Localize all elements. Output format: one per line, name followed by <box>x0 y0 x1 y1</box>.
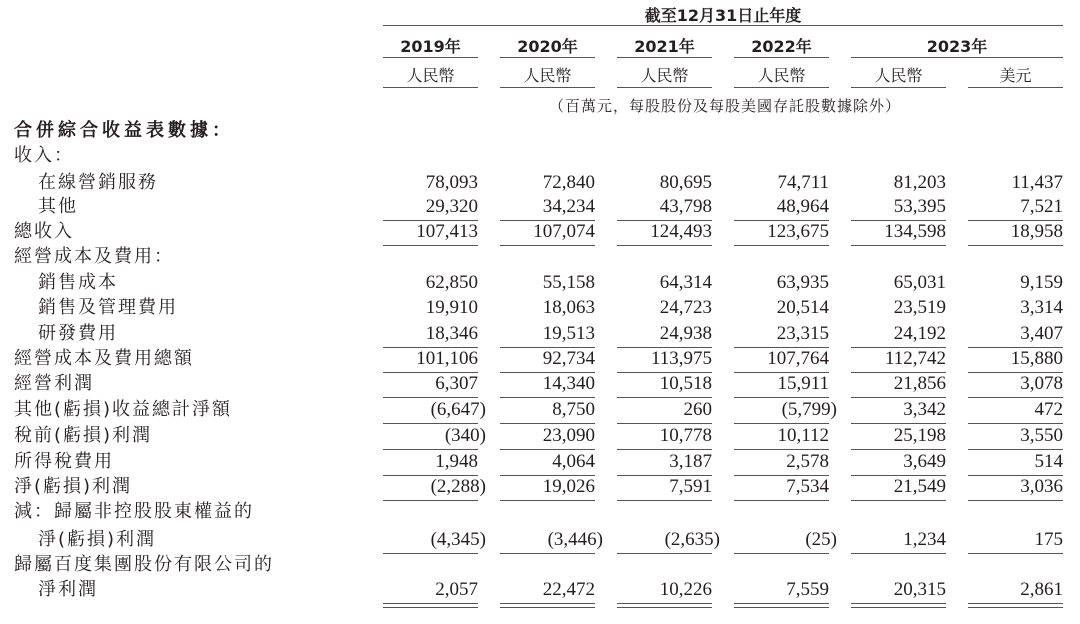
row-value: 62,850 <box>425 272 478 293</box>
row-value: 24,192 <box>893 323 946 344</box>
row-value: 7,534 <box>786 476 829 497</box>
row-value: 3,078 <box>1020 373 1063 394</box>
year-header: 2020年 <box>517 37 578 56</box>
currency-header: 人民幣 <box>874 66 923 85</box>
row-value: (340) <box>444 425 486 446</box>
cell-double-underline <box>617 607 712 608</box>
row-value: 3,187 <box>669 451 712 472</box>
row-value: 11,437 <box>1011 172 1063 193</box>
currency-header: 人民幣 <box>406 66 455 85</box>
row-label: 歸屬百度集團股份有限公司的 <box>14 554 274 575</box>
currency-rule <box>968 87 1063 88</box>
row-value: 2,578 <box>786 451 829 472</box>
row-value: (6,647) <box>430 399 486 420</box>
year-header: 2023年 <box>926 37 988 56</box>
row-label: 淨(虧損)利潤 <box>14 476 133 497</box>
row-value: 8,750 <box>552 399 595 420</box>
row-value: 65,031 <box>893 272 946 293</box>
cell-underline <box>968 553 1063 554</box>
row-value: 34,234 <box>542 196 595 217</box>
row-value: 2,861 <box>1020 579 1063 600</box>
currency-header: 美元 <box>999 66 1032 85</box>
row-value: 53,395 <box>893 196 946 217</box>
cell-underline <box>383 553 478 554</box>
cell-double-underline <box>968 607 1063 608</box>
row-value: 78,093 <box>425 172 478 193</box>
row-label: 稅前(虧損)利潤 <box>14 425 153 446</box>
row-value: 64,314 <box>659 272 712 293</box>
header-rule <box>383 25 1063 26</box>
row-value: 22,472 <box>542 579 595 600</box>
row-value: 80,695 <box>659 172 712 193</box>
row-value: 29,320 <box>425 196 478 217</box>
row-value: 19,513 <box>542 323 595 344</box>
row-value: 123,675 <box>767 221 829 242</box>
row-value: 175 <box>1034 529 1063 550</box>
row-value: 24,938 <box>659 323 712 344</box>
row-value: 20,315 <box>893 579 946 600</box>
currency-rule <box>500 87 595 88</box>
year-rule <box>500 57 595 58</box>
year-rule <box>617 57 712 58</box>
cell-underline <box>500 500 595 501</box>
row-value: 107,413 <box>416 221 478 242</box>
cell-underline <box>734 500 829 501</box>
row-label: 收入： <box>14 145 74 166</box>
row-value: 55,158 <box>542 272 595 293</box>
row-label: 經營成本及費用： <box>14 246 174 267</box>
row-value: 15,880 <box>1010 348 1063 369</box>
row-label: 銷售及管理費用 <box>38 297 178 318</box>
row-value: 19,910 <box>425 297 478 318</box>
row-label: 所得稅費用 <box>14 451 114 472</box>
row-value: 15,911 <box>777 373 829 394</box>
row-value: 472 <box>1034 399 1063 420</box>
row-value: 2,057 <box>435 579 478 600</box>
cell-underline <box>968 500 1063 501</box>
row-value: 81,203 <box>893 172 946 193</box>
row-value: 7,521 <box>1020 196 1063 217</box>
row-label: 經營利潤 <box>14 373 94 394</box>
row-label: 在線營銷服務 <box>38 172 158 193</box>
row-value: (25) <box>805 529 837 550</box>
row-value: 21,856 <box>893 373 946 394</box>
row-value: 7,591 <box>669 476 712 497</box>
cell-double-underline <box>383 607 478 608</box>
row-value: (2,288) <box>430 476 486 497</box>
cell-underline <box>734 245 829 246</box>
period-header: 截至12月31日止年度 <box>644 6 802 25</box>
cell-underline <box>734 553 829 554</box>
cell-underline <box>968 603 1063 604</box>
row-value: 1,234 <box>903 529 946 550</box>
row-value: 18,063 <box>542 297 595 318</box>
cell-underline <box>383 500 478 501</box>
row-value: (4,345) <box>430 529 486 550</box>
row-value: 74,711 <box>777 172 829 193</box>
section-title: 合併綜合收益表數據： <box>14 120 234 141</box>
row-value: 14,340 <box>542 373 595 394</box>
row-value: 3,036 <box>1020 476 1063 497</box>
row-label: 研發費用 <box>38 323 118 344</box>
row-value: 107,764 <box>767 348 829 369</box>
currency-header: 人民幣 <box>523 66 572 85</box>
row-label: 淨(虧損)利潤 <box>38 529 157 550</box>
row-value: 10,226 <box>659 579 712 600</box>
row-value: 113,975 <box>650 348 712 369</box>
cell-underline <box>500 603 595 604</box>
units-note: （百萬元，每股股份及每股美國存託股數據除外） <box>548 97 901 115</box>
currency-rule <box>383 87 478 88</box>
cell-underline <box>383 603 478 604</box>
row-label: 經營成本及費用總額 <box>14 348 194 369</box>
currency-rule <box>617 87 712 88</box>
row-label: 總收入 <box>14 221 74 242</box>
row-value: 25,198 <box>893 425 946 446</box>
row-value: 24,723 <box>659 297 712 318</box>
row-value: 19,026 <box>542 476 595 497</box>
row-value: 23,315 <box>776 323 829 344</box>
row-value: 48,964 <box>776 196 829 217</box>
cell-underline <box>851 603 946 604</box>
cell-double-underline <box>500 607 595 608</box>
cell-double-underline <box>851 607 946 608</box>
row-value: 23,090 <box>542 425 595 446</box>
year-rule <box>734 57 829 58</box>
cell-underline <box>851 245 946 246</box>
row-value: 63,935 <box>776 272 829 293</box>
row-value: 107,074 <box>533 221 595 242</box>
row-value: 92,734 <box>542 348 595 369</box>
year-rule <box>383 57 478 58</box>
row-value: 20,514 <box>776 297 829 318</box>
row-value: 10,518 <box>659 373 712 394</box>
row-value: 112,742 <box>884 348 946 369</box>
cell-underline <box>617 245 712 246</box>
currency-header: 人民幣 <box>640 66 689 85</box>
row-value: 10,112 <box>777 425 829 446</box>
row-value: 514 <box>1034 451 1063 472</box>
row-value: (2,635) <box>664 529 720 550</box>
cell-underline <box>617 500 712 501</box>
row-value: (3,446) <box>547 529 603 550</box>
cell-underline <box>851 500 946 501</box>
row-value: 6,307 <box>435 373 478 394</box>
row-label: 淨利潤 <box>38 579 98 600</box>
row-value: 10,778 <box>659 425 712 446</box>
row-value: 4,064 <box>552 451 595 472</box>
cell-underline <box>500 245 595 246</box>
cell-underline <box>617 603 712 604</box>
row-value: 7,559 <box>786 579 829 600</box>
year-rule <box>851 57 1063 58</box>
cell-double-underline <box>734 607 829 608</box>
row-label: 減：歸屬非控股股東權益的 <box>14 501 254 522</box>
currency-rule <box>734 87 829 88</box>
row-value: 134,598 <box>884 221 946 242</box>
currency-rule <box>851 87 946 88</box>
row-label: 其他 <box>38 196 78 217</box>
row-value: (5,799) <box>781 399 837 420</box>
row-label: 銷售成本 <box>38 272 118 293</box>
row-value: 101,106 <box>416 348 478 369</box>
row-value: 260 <box>683 399 712 420</box>
cell-underline <box>851 553 946 554</box>
row-label: 其他(虧損)收益總計淨額 <box>14 399 233 420</box>
year-header: 2022年 <box>751 37 812 56</box>
row-value: 9,159 <box>1020 272 1063 293</box>
row-value: 21,549 <box>893 476 946 497</box>
year-header: 2019年 <box>400 37 461 56</box>
row-value: 3,314 <box>1020 297 1063 318</box>
currency-header: 人民幣 <box>757 66 806 85</box>
cell-underline <box>383 245 478 246</box>
row-value: 18,958 <box>1010 221 1063 242</box>
row-value: 43,798 <box>659 196 712 217</box>
row-value: 1,948 <box>435 451 478 472</box>
row-value: 18,346 <box>425 323 478 344</box>
cell-underline <box>617 553 712 554</box>
cell-underline <box>968 245 1063 246</box>
cell-underline <box>500 553 595 554</box>
row-value: 124,493 <box>650 221 712 242</box>
row-value: 3,407 <box>1020 323 1063 344</box>
row-value: 72,840 <box>542 172 595 193</box>
cell-underline <box>734 603 829 604</box>
row-value: 23,519 <box>893 297 946 318</box>
row-value: 3,342 <box>903 399 946 420</box>
year-header: 2021年 <box>634 37 695 56</box>
row-value: 3,649 <box>903 451 946 472</box>
row-value: 3,550 <box>1020 425 1063 446</box>
